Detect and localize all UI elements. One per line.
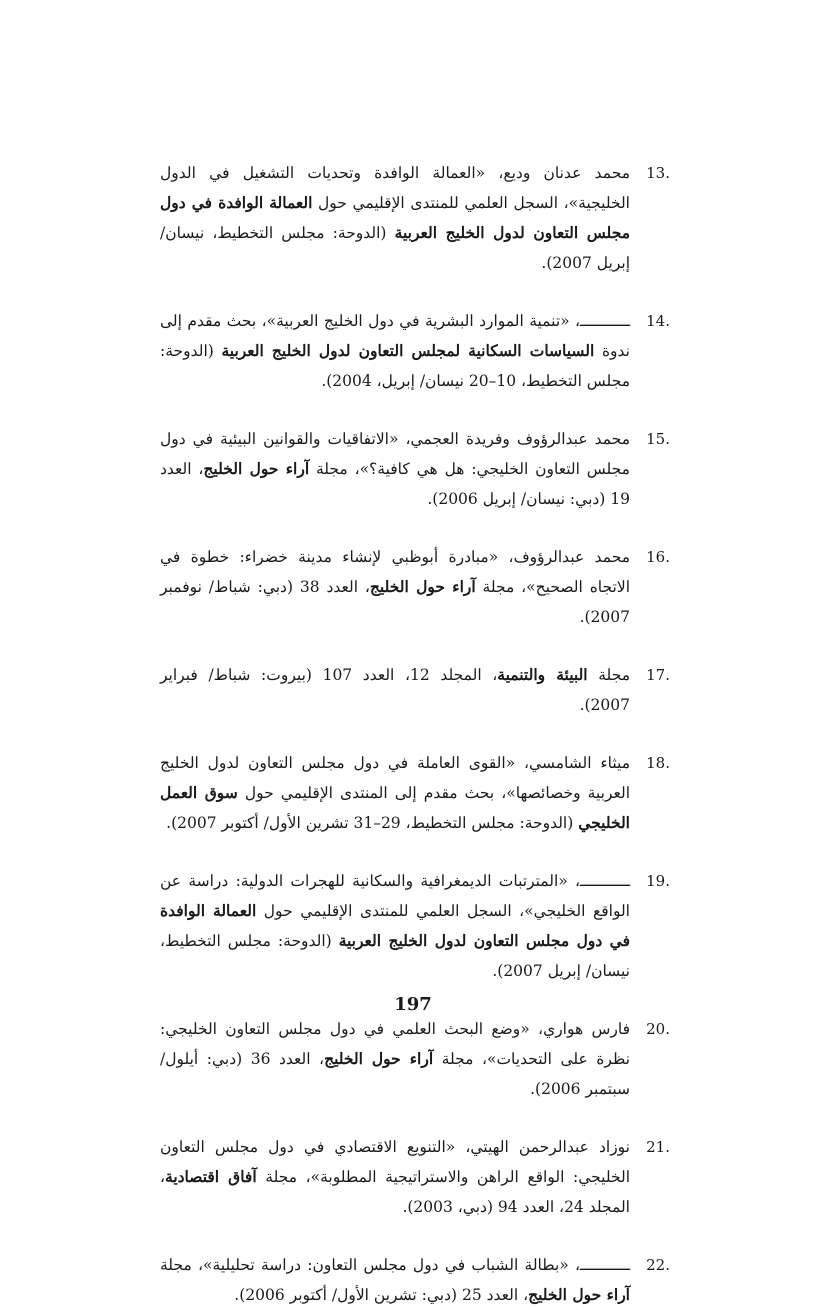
endnote-number: 22. xyxy=(646,1256,670,1274)
endnote-text xyxy=(160,748,630,838)
endnote-text xyxy=(160,424,630,514)
endnote-text xyxy=(160,158,630,278)
endnote-item xyxy=(160,542,670,632)
endnote-title-bold: آراء حول الخليج xyxy=(528,1285,630,1304)
endnote-title-bold: البيئة والتنمية xyxy=(497,665,588,684)
endnote-text-segment: ، العدد 25 (دبي: تشرين الأول/ أكتوبر 2006). xyxy=(234,1286,529,1304)
endnote-item xyxy=(160,1014,670,1104)
endnotes-list xyxy=(160,158,670,1310)
endnote-text xyxy=(160,1132,630,1222)
endnote-title-bold: آفاق اقتصادية xyxy=(165,1167,257,1186)
endnote-item xyxy=(160,306,670,396)
endnote-item xyxy=(160,424,670,514)
endnote-number: 19. xyxy=(646,872,670,890)
endnote-text-segment: محمد عدنان وديع، «العمالة الوافدة وتحديات التشغيل في الدول الخليجية»، السجل العلمي للمنتدى الإقليمي حول xyxy=(160,164,630,212)
endnote-item xyxy=(160,1132,670,1222)
endnote-title-bold: العمالة الوافدة في دول مجلس التعاون لدول الخليج العربية xyxy=(160,193,630,242)
endnote-item xyxy=(160,748,670,838)
endnote-text-segment: (الدوحة: مجلس التخطيط، 29–31 تشرين الأول/ أكتوبر 2007). xyxy=(166,814,579,832)
page-number: 197 xyxy=(394,994,432,1015)
endnote-text-segment: (الدوحة: مجلس التخطيط، نيسان/ إبريل 2007). xyxy=(160,932,630,980)
endnote-title-bold: آراء حول الخليج xyxy=(324,1049,434,1068)
endnote-text xyxy=(160,1250,630,1310)
endnote-number: 18. xyxy=(646,754,670,772)
endnote-text-segment: (الدوحة: مجلس التخطيط، 10–20 نيسان/ إبريل، 2004). xyxy=(160,342,630,390)
endnote-text xyxy=(160,866,630,986)
endnote-item xyxy=(160,1250,670,1310)
endnote-text xyxy=(160,306,630,396)
endnote-text-segment: فارس هواري، «وضع البحث العلمي في دول مجلس التعاون الخليجي: نظرة على التحديات»، مجلة xyxy=(160,1020,630,1068)
endnote-title-bold: سوق العمل الخليجي xyxy=(160,783,630,832)
endnote-text-segment: ، العدد 36 (دبي: أيلول/ سبتمبر 2006). xyxy=(160,1050,630,1098)
endnote-title-bold: السياسات السكانية لمجلس التعاون لدول الخليج العربية xyxy=(221,341,595,360)
endnote-text-segment: ، المجلد 24، العدد 94 (دبي، 2003). xyxy=(160,1168,630,1216)
endnote-number: 16. xyxy=(646,548,670,566)
endnote-title-bold: العمالة الوافدة في دول مجلس التعاون لدول الخليج العربية xyxy=(160,901,630,950)
endnote-text-segment: ـــــــــــ، «المترتبات الديمغرافية والسكانية للهجرات الدولية: دراسة عن الواقع الخليجي»، السجل العلمي للمنتدى الإقليمي حول xyxy=(160,872,630,920)
endnote-item xyxy=(160,158,670,278)
endnote-text-segment: ـــــــــــ، «تنمية الموارد البشرية في دول الخليج العربية»، بحث مقدم إلى ندوة xyxy=(160,312,630,360)
endnote-number: 14. xyxy=(646,312,670,330)
endnote-text-segment: ، العدد 38 (دبي: شباط/ نوفمبر 2007). xyxy=(160,578,630,626)
endnote-text-segment: ، العدد 19 (دبي: نيسان/ إبريل 2006). xyxy=(160,460,630,508)
endnote-number: 17. xyxy=(646,666,670,684)
endnote-number: 20. xyxy=(646,1020,670,1038)
endnote-title-bold: آراء حول الخليج xyxy=(369,577,476,596)
endnote-text-segment: مجلة xyxy=(587,666,630,684)
endnote-number: 21. xyxy=(646,1138,670,1156)
endnote-text-segment: محمد عبدالرؤوف، «مبادرة أبوظبي لإنشاء مدينة خضراء: خطوة في الاتجاه الصحيح»، مجلة xyxy=(160,548,630,596)
endnote-number: 13. xyxy=(646,164,670,182)
endnote-title-bold: آراء حول الخليج xyxy=(203,459,310,478)
endnote-text-segment: ، المجلد 12، العدد 107 (بيروت: شباط/ فبراير 2007). xyxy=(160,666,630,714)
endnote-text xyxy=(160,1014,630,1104)
endnote-text xyxy=(160,660,630,720)
endnote-text-segment: محمد عبدالرؤوف وفريدة العجمي، «الاتفاقيات والقوانين البيئية في دول مجلس التعاون الخليجي: هل هي كافية؟»، مجلة xyxy=(160,430,630,478)
endnote-text-segment: ـــــــــــ، «بطالة الشباب في دول مجلس التعاون: دراسة تحليلية»، مجلة xyxy=(160,1256,630,1274)
endnote-text-segment: (الدوحة: مجلس التخطيط، نيسان/ إبريل 2007). xyxy=(160,224,630,272)
endnote-number: 15. xyxy=(646,430,670,448)
endnote-item xyxy=(160,866,670,986)
endnote-text xyxy=(160,542,630,632)
endnote-text-segment: نوزاد عبدالرحمن الهيتي، «التنويع الاقتصادي في دول مجلس التعاون الخليجي: الواقع الراهن والاستراتيجية المطلوبة»، مجلة xyxy=(160,1138,630,1186)
endnote-text-segment: ميثاء الشامسي، «القوى العاملة في دول مجلس التعاون لدول الخليج العربية وخصائصها»، بحث مقدم إلى المنتدى الإقليمي حول xyxy=(160,754,631,802)
endnote-item xyxy=(160,660,670,720)
